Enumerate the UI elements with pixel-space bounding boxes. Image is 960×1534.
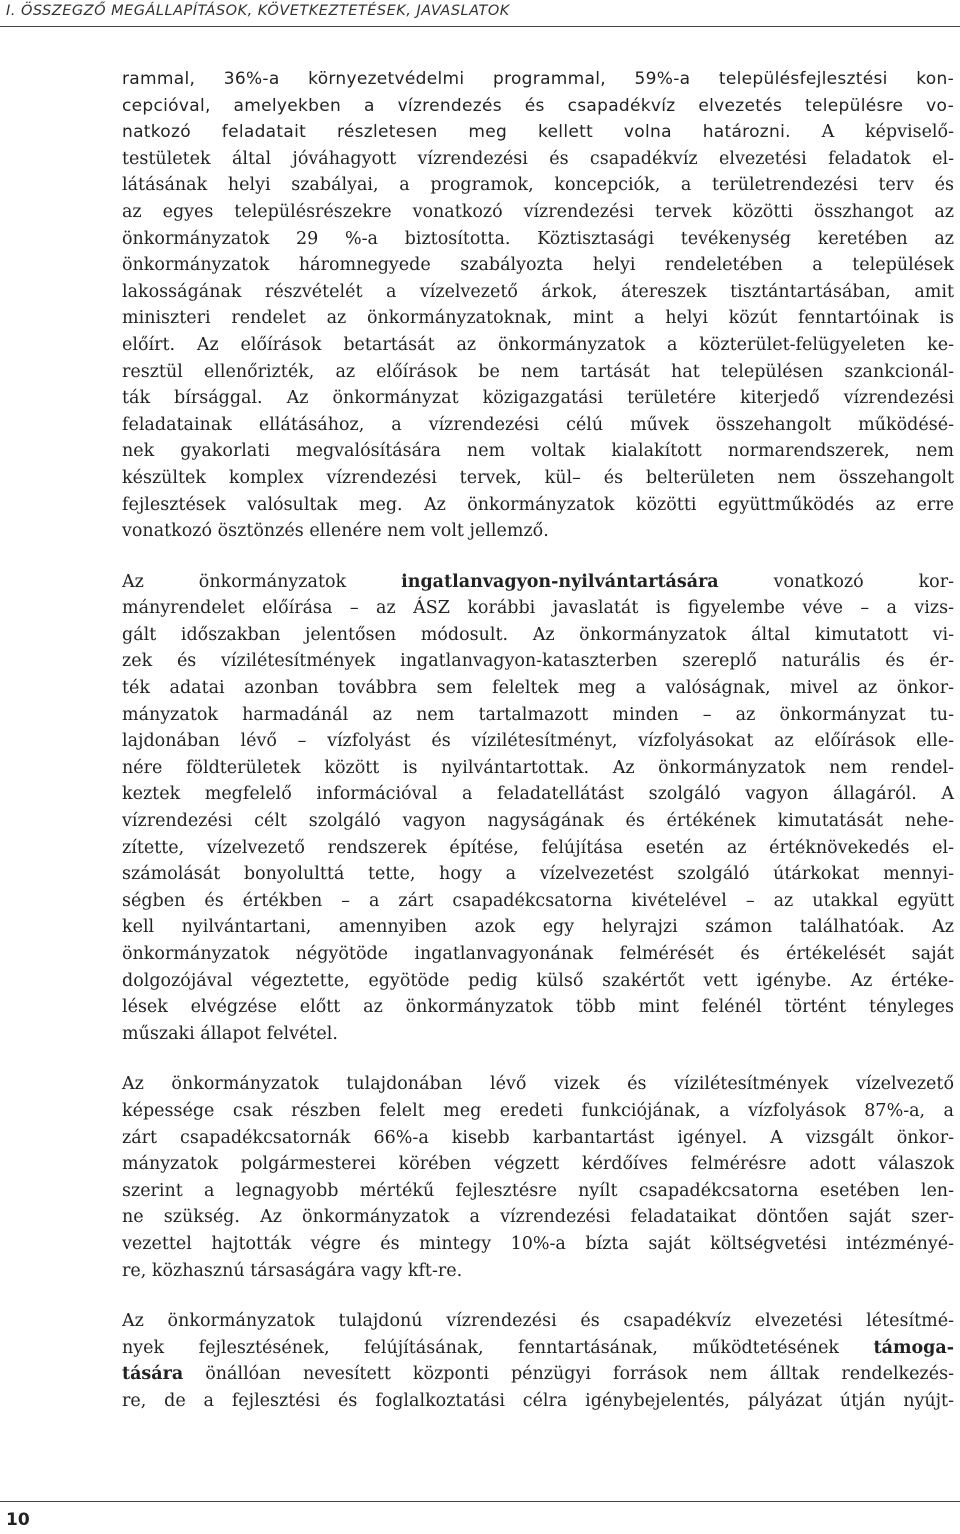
text-line — [122, 1335, 954, 1362]
text-line: resztül ellenőrizték, az előírások be nem tartását hat településen szankcionál- — [122, 361, 954, 382]
text-line: re, de a fejlesztési és foglalkoztatási célra igénybejelentés, pályázat útján nyújt- — [122, 1390, 954, 1411]
text-line: nek gyakorlati megvalósítására nem voltak kialakított normarendszerek, nem — [122, 441, 954, 462]
text-line: keztek megfelelő információval a feladatellátást szolgáló vagyon állagáról. A — [122, 784, 954, 805]
text-segment: önállóan nevesített központi pénzügyi források nem álltak rendelkezés- — [205, 1364, 954, 1385]
paragraph-2 — [122, 569, 954, 1048]
text-line: az egyes településrészekre vonatkozó vízrendezési tervek közötti összhangot az — [122, 201, 954, 222]
text-line: vízrendezési célt szolgáló vagyon nagyságának és értékének kimutatását nehe- — [122, 811, 954, 832]
text-line: előírt. Az előírások betartását az önkormányzatok a közterület-felügyeleten ke- — [122, 334, 954, 355]
text-line: zek és vízilétesítmények ingatlanvagyon-kataszterben szereplő naturális és ér- — [122, 651, 954, 672]
text-line: mányzatok polgármesterei körében végzett kérdőíves felmérésre adott válaszok — [122, 1154, 954, 1175]
page-number: 10 — [6, 1510, 30, 1530]
text-line: önkormányzatok háromnegyede szabályozta helyi rendeletében a települések — [122, 255, 954, 276]
text-segment: vonatkozó kor- — [773, 571, 954, 592]
paragraph-gap — [122, 1047, 954, 1071]
text-line: ták bírsággal. Az önkormányzat közigazgatási területére kiterjedő vízrendezési — [122, 388, 954, 409]
text-segment: nyek fejlesztésének, felújításának, fenntartásának, működtetésének — [122, 1337, 840, 1358]
text-line: készültek komplex vízrendezési tervek, kül– és belterületen nem összehangolt — [122, 467, 954, 488]
text-segment: Köztisztasági tevékenység keretében az — [537, 228, 954, 249]
running-header: I. ÖSSZEGZŐ MEGÁLLAPÍTÁSOK, KÖVETKEZTETÉSEK, JAVASLATOK — [6, 3, 510, 19]
text-line: lakosságának részvételét a vízelvezető árkok, átereszek tisztántartásában, amit — [122, 281, 954, 302]
text-line: zítette, vízelvezető rendszerek építése, felújítása esetén az értéknövekedés el- — [122, 837, 954, 858]
text-line: képessége csak részben felelt meg eredeti funkciójának, a vízfolyások 87%-a, a — [122, 1100, 954, 1121]
paragraph-1 — [122, 66, 954, 545]
bold-term: tására — [122, 1364, 184, 1385]
text-line: Az önkormányzatok tulajdonú vízrendezési és csapadékvíz elvezetési létesítmé- — [122, 1311, 954, 1332]
text-line: re, közhasznú társaságára vagy kft-re. — [122, 1260, 463, 1281]
text-line — [122, 569, 954, 596]
text-line: mányzatok harmadánál az nem tartalmazott minden – az önkormányzat tu- — [122, 704, 954, 725]
text-line: lések elvégzése előtt az önkormányzatok több mint felénél történt tényleges — [122, 997, 954, 1018]
text-line: lajdonában lévő – vízfolyást és vízilétesítményt, vízfolyásokat az előírások elle- — [122, 731, 954, 752]
text-line: miniszteri rendelet az önkormányzatoknak, mint a helyi közút fenntartóinak is — [122, 308, 954, 329]
text-line: zárt csapadékcsatornák 66%-a kisebb karbantartást igényel. A vizsgált önkor- — [122, 1127, 954, 1148]
text-line: szerint a legnagyobb mértékű fejlesztésre nyílt csapadékcsatorna esetében len- — [122, 1180, 954, 1201]
text-line: fejlesztések valósultak meg. Az önkormányzatok közötti együttműködés az erre — [122, 494, 954, 515]
text-segment: natkozó feladatait részletesen meg kellett volna határozni. — [122, 122, 791, 143]
text-line — [122, 119, 954, 146]
text-line: mányrendelet előírása – az ÁSZ korábbi javaslatát is figyelembe véve – a vizs- — [122, 598, 954, 619]
body-text — [122, 66, 954, 1415]
text-line: ne szükség. Az önkormányzatok a vízrendezési feladataikat döntően saját szer- — [122, 1207, 954, 1228]
text-line: Az önkormányzatok tulajdonában lévő vizek és vízilétesítmények vízelvezető — [122, 1074, 954, 1095]
text-line: feladatainak ellátásához, a vízrendezési célú művek összehangolt működésé- — [122, 414, 954, 435]
paragraph-4 — [122, 1308, 954, 1414]
footer-rule — [0, 1501, 960, 1502]
text-line — [122, 226, 954, 253]
text-line: ték adatai azonban továbbra sem feleltek meg a valóságnak, mivel az önkor- — [122, 678, 954, 699]
text-segment: önkormányzatok 29 %-a biztosította. — [122, 228, 511, 249]
text-line: gált időszakban jelentősen módosult. Az önkormányzatok által kimutatott vi- — [122, 624, 954, 645]
paragraph-gap — [122, 1284, 954, 1308]
text-line: rammal, 36%-a környezetvédelmi programmal, 59%-a településfejlesztési kon- — [122, 69, 954, 89]
text-line: nére földterületek között is nyilvántartottak. Az önkormányzatok nem rendel- — [122, 757, 954, 778]
text-segment: Az önkormányzatok — [122, 571, 347, 592]
text-line: látásának helyi szabályai, a programok, koncepciók, a területrendezési terv és — [122, 175, 954, 196]
bold-term: támoga- — [873, 1337, 954, 1358]
text-line — [122, 1361, 954, 1388]
paragraph-gap — [122, 545, 954, 569]
text-line: dolgozójával végeztette, egyötöde pedig külső szakértőt vett igénybe. Az értéke- — [122, 970, 954, 991]
text-line: önkormányzatok négyötöde ingatlanvagyonának felmérését és értékelését saját — [122, 944, 954, 964]
text-segment: A képviselő- — [821, 122, 954, 143]
text-line: vonatkozó ösztönzés ellenére nem volt jellemző. — [122, 521, 549, 542]
text-line: kell nyilvántartani, amennyiben azok egy helyrajzi számon találhatóak. Az — [122, 917, 954, 938]
bold-term: ingatlanvagyon-nyilvántartására — [401, 571, 719, 592]
header-rule — [0, 26, 960, 27]
text-line: vezettel hajtották végre és mintegy 10%-a bízta saját költségvetési intézményé- — [122, 1233, 954, 1254]
text-line: testületek által jóváhagyott vízrendezési és csapadékvíz elvezetési feladatok el- — [122, 148, 954, 169]
text-line: ségben és értékben – a zárt csapadékcsatorna kivételével – az utakkal együtt — [122, 890, 954, 911]
text-line: műszaki állapot felvétel. — [122, 1023, 338, 1044]
text-line: cepcióval, amelyekben a vízrendezés és csapadékvíz elvezetés településre vo- — [122, 95, 954, 116]
text-line: számolását bonyolulttá tette, hogy a vízelvezetést szolgáló útárkokat mennyi- — [122, 864, 954, 885]
paragraph-3 — [122, 1071, 954, 1284]
